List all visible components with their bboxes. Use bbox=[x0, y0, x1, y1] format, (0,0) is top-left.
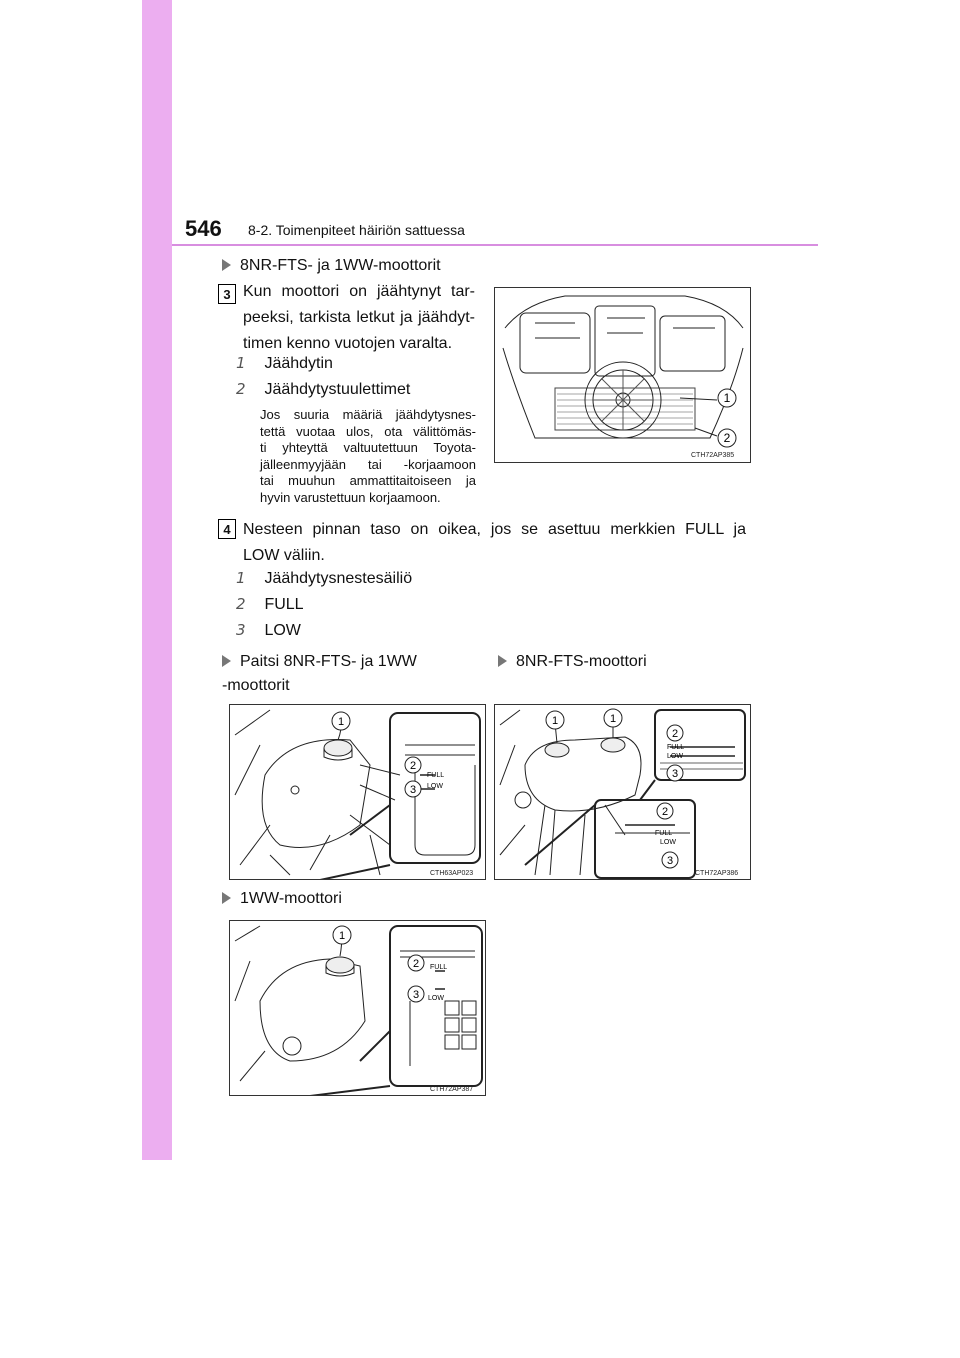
list-item bbox=[236, 352, 333, 375]
note-line: Jos suuria määriä jäähdytysnes- bbox=[260, 407, 476, 422]
arrow-right-icon bbox=[498, 655, 507, 667]
item-number: 1 bbox=[236, 569, 246, 587]
figure-callout: 1 bbox=[723, 391, 731, 405]
list-item bbox=[236, 567, 412, 590]
item-number: 3 bbox=[236, 621, 246, 639]
engine-heading-8nr-1ww: 8NR-FTS- ja 1WW-moottorit bbox=[222, 254, 441, 278]
note-line: hyvin varustettuun korjaamoon. bbox=[260, 489, 441, 505]
figure-callout: 3 bbox=[412, 989, 420, 1001]
figure-callout: 3 bbox=[671, 768, 679, 780]
item-number: 2 bbox=[236, 380, 246, 398]
step3-line-1: Kun moottori on jäähtynyt tar- bbox=[243, 283, 475, 300]
step-number-4: 4 bbox=[218, 519, 236, 539]
arrow-right-icon bbox=[222, 259, 231, 271]
figure-callout: 1 bbox=[551, 715, 559, 727]
chapter-sidebar-tab bbox=[142, 0, 172, 1160]
item-label: Jäähdytystuulettimet bbox=[264, 381, 411, 398]
figure-callout: 2 bbox=[723, 431, 731, 445]
low-label: LOW bbox=[660, 839, 676, 846]
heading-8nr-fts: 8NR-FTS-moottori bbox=[498, 650, 647, 674]
arrow-right-icon bbox=[222, 655, 231, 667]
step4-text bbox=[243, 517, 746, 569]
full-label: FULL bbox=[655, 830, 673, 837]
reservoir-illustration-a bbox=[230, 705, 485, 879]
step4-line-1: Nesteen pinnan taso on oikea, jos se asettuu merkkien FULL ja bbox=[243, 521, 746, 538]
full-label: FULL bbox=[427, 772, 445, 779]
figure-coolant-reservoir-1ww bbox=[229, 920, 486, 1096]
figure-code: CTH72AP385 bbox=[691, 452, 735, 459]
step-number-3: 3 bbox=[218, 284, 236, 304]
item-label: Jäähdytin bbox=[264, 355, 333, 372]
low-label: LOW bbox=[667, 753, 683, 760]
note-line: ti yhteyttä valtuutettuun Toyota- bbox=[260, 440, 476, 455]
item-label: FULL bbox=[264, 596, 304, 613]
full-label: FULL bbox=[667, 744, 685, 751]
step3-line-2: peeksi, tarkista letkut ja jäähdyt- bbox=[243, 309, 475, 326]
figure-code: CTH63AP023 bbox=[430, 870, 474, 877]
step3-text bbox=[243, 279, 475, 357]
note-line: tettä vuotaa ulos, ota välittömäs- bbox=[260, 423, 476, 439]
low-label: LOW bbox=[428, 995, 444, 1002]
section-title: 8-2. Toimenpiteet häiriön sattuessa bbox=[248, 222, 465, 238]
figure-code: CTH72AP386 bbox=[695, 870, 739, 877]
figure-callout: 2 bbox=[661, 806, 669, 818]
figure-callout: 1 bbox=[337, 716, 345, 728]
figure-callout: 2 bbox=[671, 728, 679, 740]
figure-callout: 3 bbox=[666, 855, 674, 867]
header-divider bbox=[172, 244, 818, 246]
figure-callout: 2 bbox=[412, 958, 420, 970]
item-label: Jäähdytysnestesäiliö bbox=[264, 570, 413, 587]
full-label: FULL bbox=[430, 964, 448, 971]
step3-line-3: timen kenno vuotojen varalta. bbox=[243, 335, 453, 352]
item-label: LOW bbox=[264, 622, 301, 639]
list-item bbox=[236, 593, 304, 616]
item-number: 1 bbox=[236, 354, 246, 372]
page-number: 546 bbox=[185, 216, 222, 241]
figure-radiator-engine-bay bbox=[494, 287, 751, 463]
figure-coolant-reservoir-standard bbox=[229, 704, 486, 880]
list-item bbox=[236, 378, 410, 401]
radiator-illustration bbox=[495, 288, 750, 462]
list-item bbox=[236, 619, 301, 642]
step3-note bbox=[260, 407, 476, 506]
figure-coolant-reservoir-8nr-fts bbox=[494, 704, 751, 880]
low-label: LOW bbox=[427, 783, 443, 790]
heading-line-2: -moottorit bbox=[222, 677, 290, 694]
note-line: tai muuhun ammattitaitoiseen ja bbox=[260, 473, 476, 488]
reservoir-illustration-b bbox=[495, 705, 750, 879]
heading-1ww: 1WW-moottori bbox=[222, 887, 342, 911]
note-line: jälleenmyyjään tai -korjaamoon bbox=[260, 456, 476, 472]
heading-except-8nr-1ww: Paitsi 8NR-FTS- ja 1WW -moottorit bbox=[222, 650, 417, 698]
figure-code: CTH72AP387 bbox=[430, 1086, 474, 1093]
figure-callout: 2 bbox=[409, 760, 417, 772]
figure-callout: 1 bbox=[338, 930, 346, 942]
step4-line-2: LOW väliin. bbox=[243, 547, 325, 564]
item-number: 2 bbox=[236, 595, 246, 613]
arrow-right-icon bbox=[222, 892, 231, 904]
figure-callout: 1 bbox=[609, 713, 617, 725]
figure-callout: 3 bbox=[409, 784, 417, 796]
reservoir-illustration-c bbox=[230, 921, 485, 1095]
